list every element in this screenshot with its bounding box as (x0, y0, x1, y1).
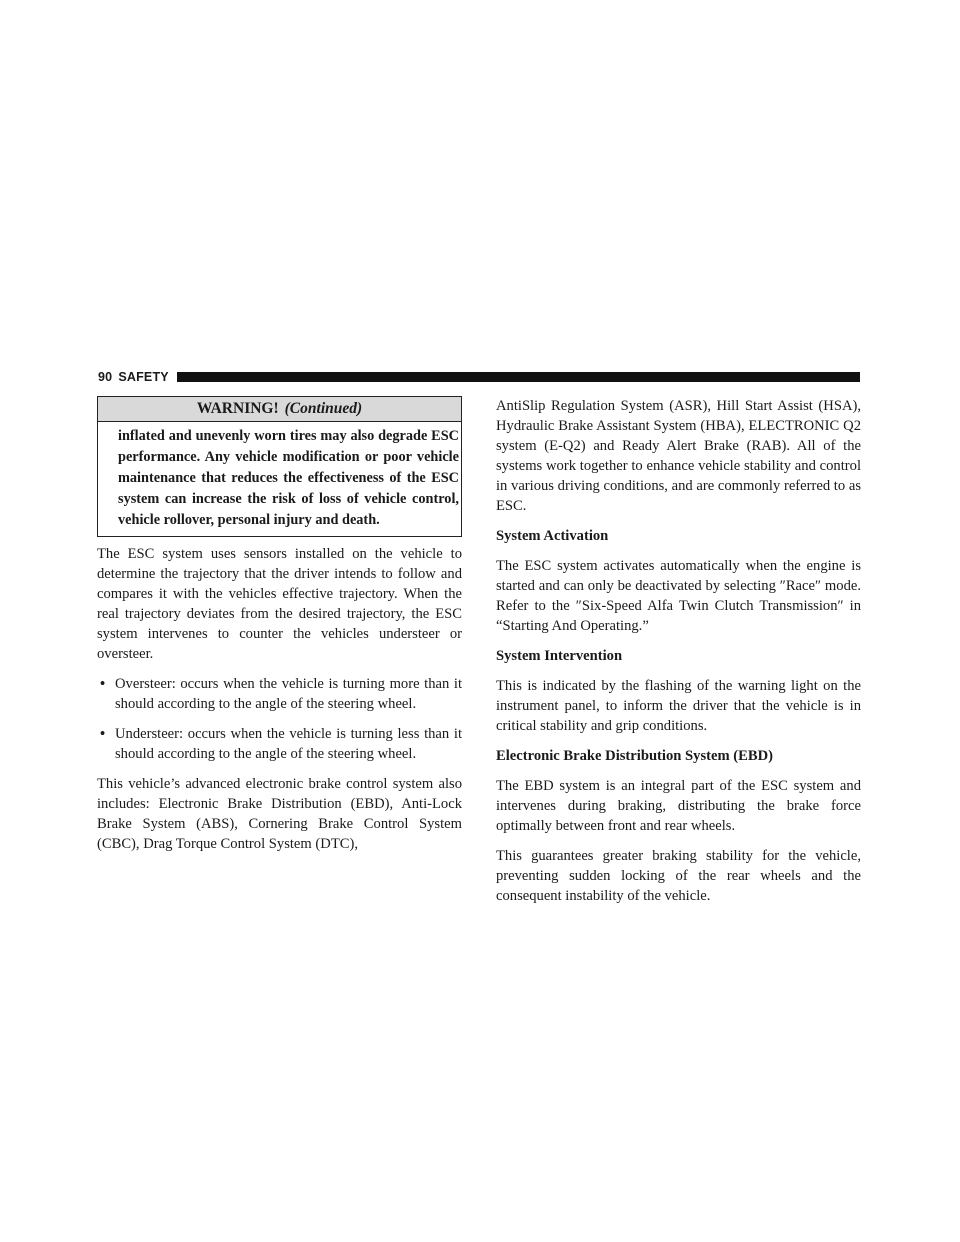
steer-definitions-list (97, 674, 462, 764)
understeer-text: Understeer: occurs when the vehicle is turning less than it should according to the angle of the steering wheel. (115, 726, 462, 762)
system-activation-heading: System Activation (496, 528, 609, 544)
list-item (97, 724, 462, 764)
advanced-systems-paragraph-end: AntiSlip Regulation System (ASR), Hill Start Assist (HSA), Hydraulic Brake Assistant System (HBA), ELECTRONIC Q2 system (E-Q2) and Ready Alert Brake (RAB). All of the systems work together to enhance vehicle stability and control in various driving conditions, and are commonly referred to as ESC. (496, 398, 861, 514)
warning-continued: (Continued) (284, 400, 363, 417)
system-intervention-heading: System Intervention (496, 648, 623, 664)
page-header (98, 367, 860, 387)
list-item (97, 674, 462, 714)
system-activation-paragraph: The ESC system activates automatically when the engine is started and can only be deactivated by selecting ″Race″ mode. Refer to the ″Six-Speed Alfa Twin Clutch Transmission″ in “Starting And Operating.” (496, 558, 861, 634)
bullet-icon: • (100, 676, 106, 692)
ebd-paragraph-2: This guarantees greater braking stability for the vehicle, preventing sudden locking of the rear wheels and the consequent instability of the vehicle. (496, 848, 861, 904)
ebd-paragraph-1: The EBD system is an integral part of the ESC system and intervenes during braking, distributing the brake force optimally between front and rear wheels. (496, 778, 861, 834)
oversteer-text: Oversteer: occurs when the vehicle is turning more than it should according to the angle of the steering wheel. (115, 676, 462, 712)
section-title: SAFETY (118, 370, 169, 384)
esc-intro-paragraph: The ESC system uses sensors installed on the vehicle to determine the trajectory that the driver intends to follow and compares it with the vehicles effective trajectory. When the real trajectory deviates from the desired trajectory, the ESC system intervenes to counter the vehicles understeer or oversteer. (97, 546, 462, 662)
left-column (97, 396, 462, 864)
header-rule (177, 372, 860, 382)
page-number: 90 (98, 370, 113, 384)
right-column (496, 396, 861, 916)
ebd-heading: Electronic Brake Distribution System (EBD) (496, 748, 773, 764)
advanced-systems-paragraph-start: This vehicle’s advanced electronic brake control system also includes: Electronic Brake Distribution (EBD), Anti-Lock Brake System (ABS), Cornering Brake Control System (CBC), Drag Torque Control System (DTC), (97, 776, 462, 852)
system-intervention-paragraph: This is indicated by the flashing of the warning light on the instrument panel, to inform the driver that the vehicle is in critical stability and grip conditions. (496, 678, 861, 734)
bullet-icon: • (100, 726, 106, 742)
warning-header (98, 397, 461, 422)
warning-box (97, 396, 462, 537)
warning-text: inflated and unevenly worn tires may also degrade ESC performance. Any vehicle modification or poor vehicle maintenance that reduces the effectiveness of the ESC system can increase the risk of loss of vehicle control, vehicle rollover, personal injury and death. (118, 428, 459, 528)
warning-label: WARNING! (196, 400, 279, 417)
